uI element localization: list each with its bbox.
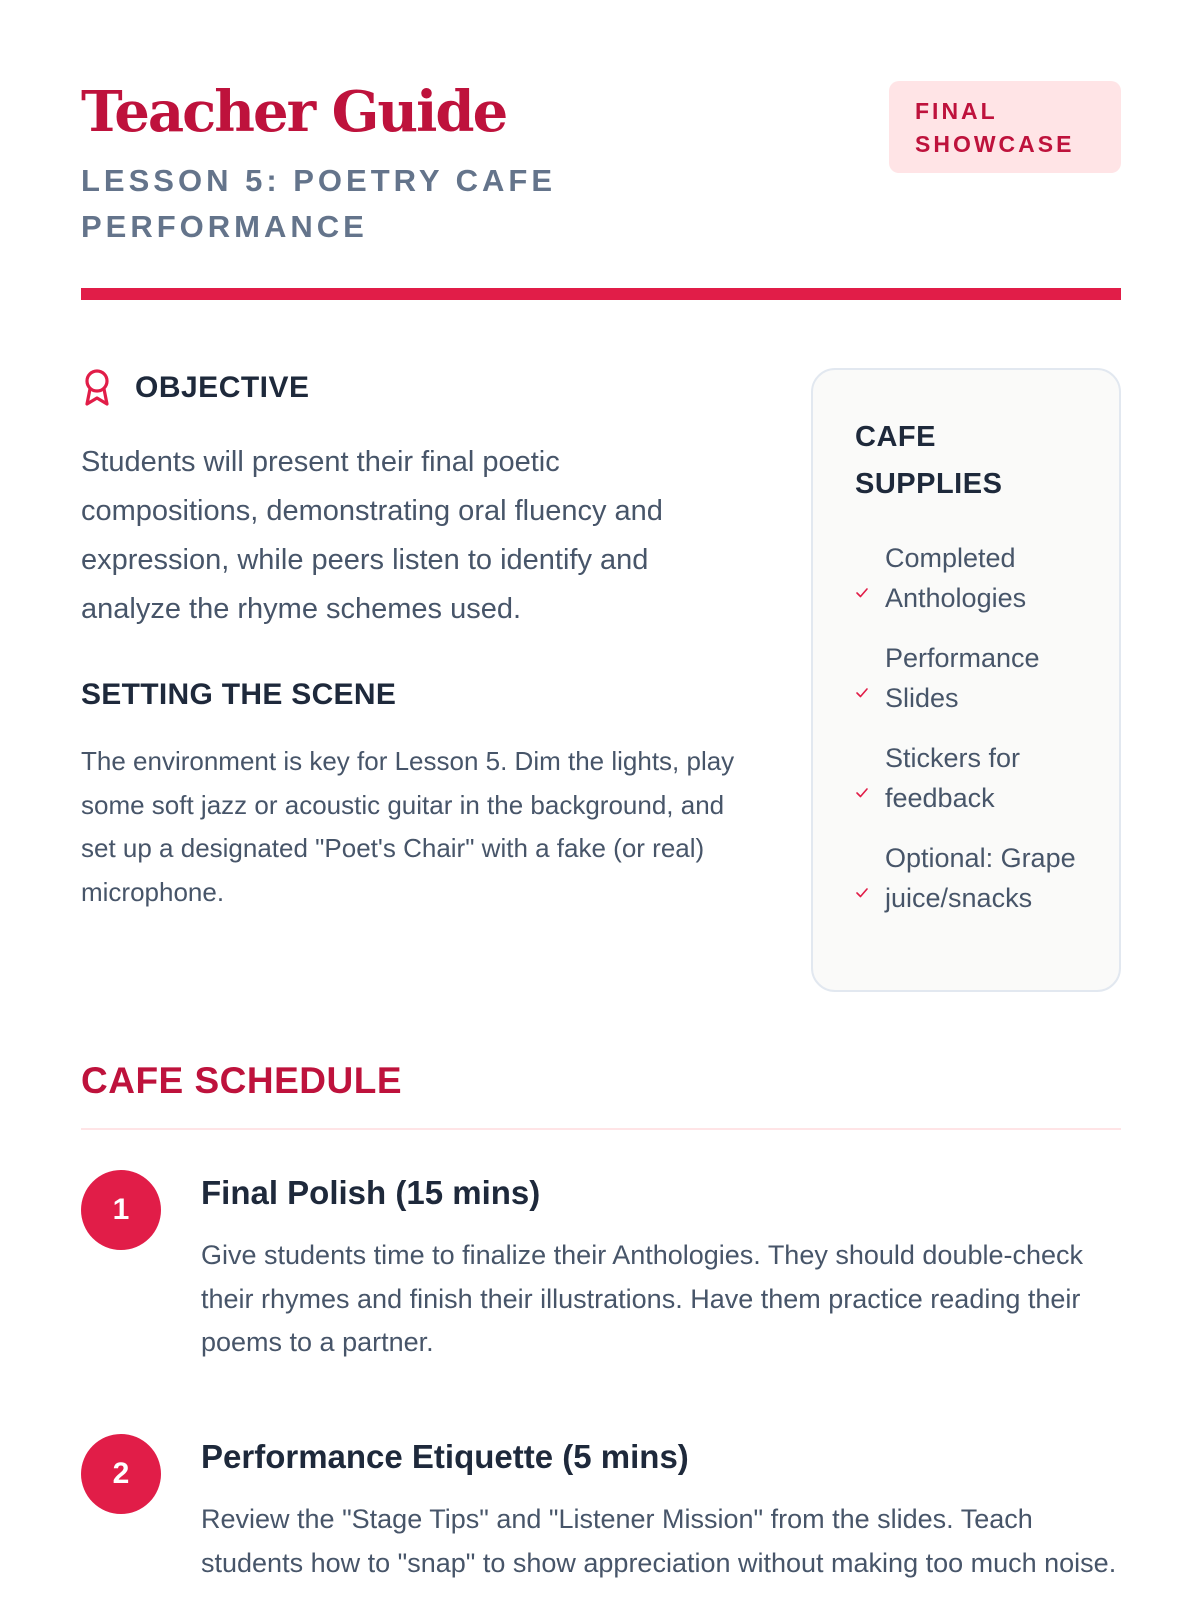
supplies-list [855, 538, 1089, 918]
step-body [201, 1170, 1121, 1365]
schedule-divider [81, 1128, 1121, 1130]
supply-label: Performance Slides [885, 643, 1040, 713]
lesson-subtitle: LESSON 5: POETRY CAFE PERFORMANCE [81, 163, 557, 244]
step-body [201, 1434, 1121, 1585]
page-title: Teacher Guide [81, 79, 507, 145]
supplies-card [811, 368, 1121, 992]
list-item [855, 838, 1089, 918]
teacher-guide-page [81, 0, 1121, 1578]
supplies-heading: CAFE SUPPLIES [855, 421, 1003, 500]
step-title: Final Polish (15 mins) [201, 1174, 541, 1211]
list-item [855, 738, 1089, 818]
check-icon [855, 671, 869, 685]
list-item [855, 638, 1089, 718]
supply-label: Completed Anthologies [885, 543, 1027, 613]
header-divider [81, 288, 1121, 300]
objective-text: Students will present their final poetic compositions, demonstrating oral fluency and expression, while peers listen to identify and analyze the rhyme schemes used. [81, 446, 663, 625]
check-icon [855, 571, 869, 585]
award-ribbon-icon [81, 368, 113, 408]
scene-text: The environment is key for Lesson 5. Dim the lights, play some soft jazz or acoustic guitar in the background, and set up a designated "Poet's Chair" with a fake (or real) microphone. [81, 746, 735, 907]
scene-heading: SETTING THE SCENE [81, 678, 397, 711]
supply-label: Optional: Grape juice/snacks [885, 843, 1076, 913]
step-number-badge: 1 [81, 1170, 161, 1250]
supply-label: Stickers for feedback [885, 743, 1021, 813]
objective-heading-label: OBJECTIVE [135, 371, 310, 404]
step-text: Review the "Stage Tips" and "Listener Mission" from the slides. Teach students how to "snap" to show appreciation without making too much noise. [201, 1504, 1117, 1578]
list-item [855, 538, 1089, 618]
schedule-heading: CAFE SCHEDULE [81, 1060, 403, 1101]
showcase-badge: FINAL SHOWCASE [889, 81, 1121, 173]
check-icon [855, 871, 869, 885]
page-header [81, 0, 1121, 300]
objective-heading [81, 368, 741, 408]
objective-section [81, 368, 741, 914]
check-icon [855, 771, 869, 785]
step-number-badge: 2 [81, 1434, 161, 1514]
step-title: Performance Etiquette (5 mins) [201, 1438, 689, 1475]
step-text: Give students time to finalize their Anthologies. They should double-check their rhymes and finish their illustrations. Have them practice reading their poems to a partner. [201, 1240, 1084, 1357]
